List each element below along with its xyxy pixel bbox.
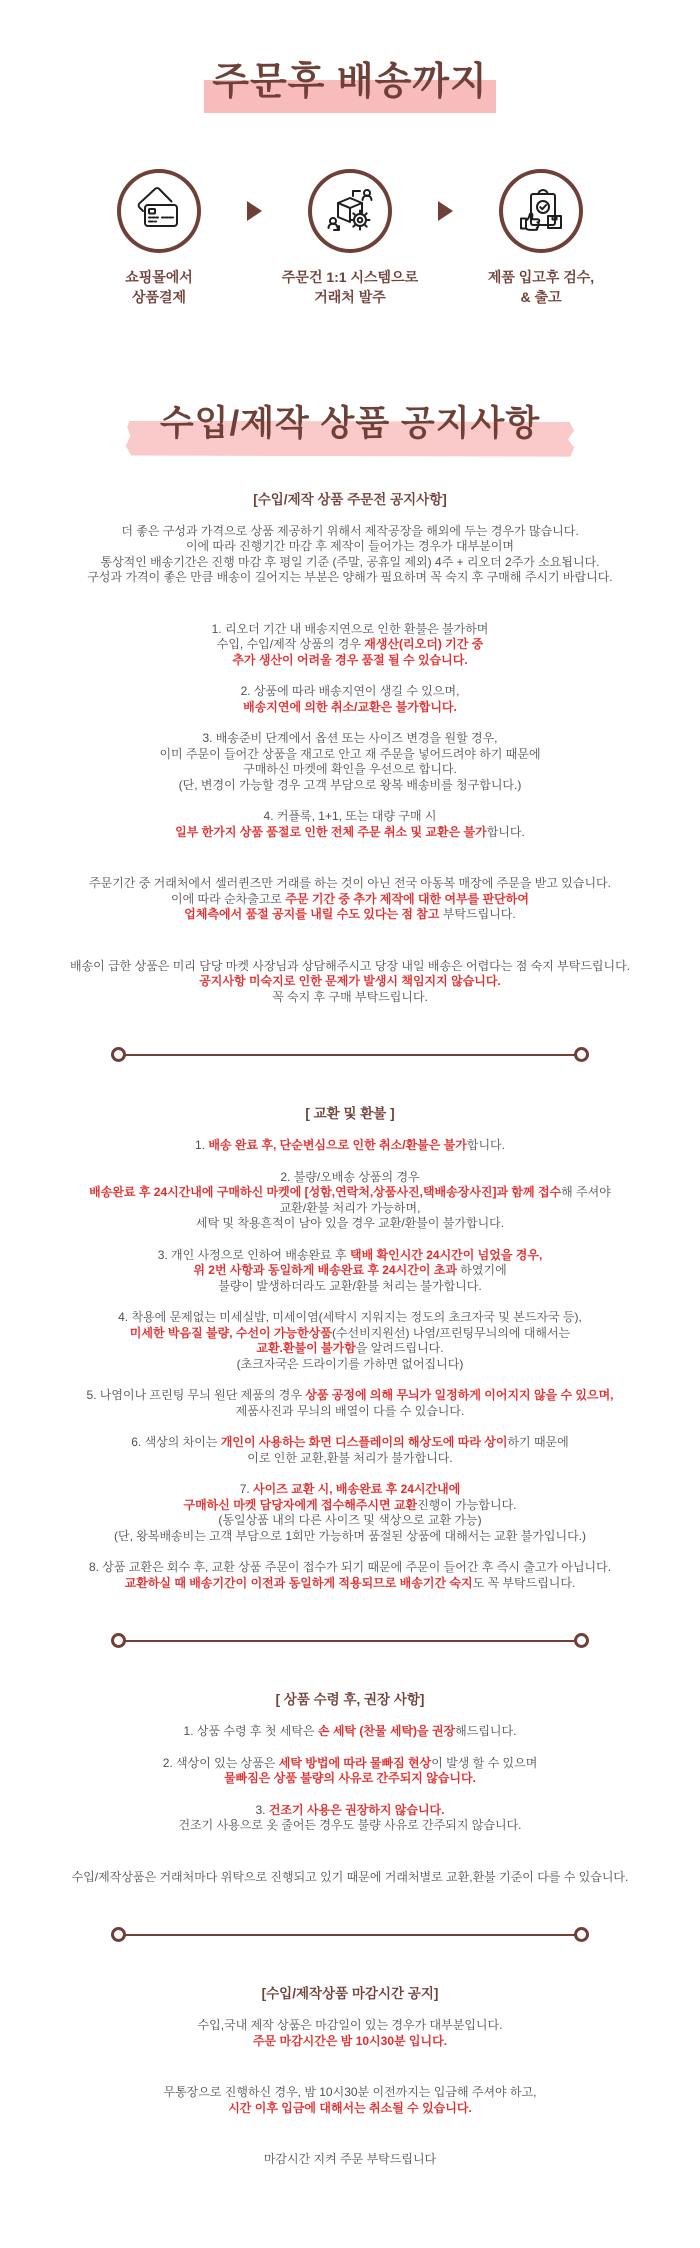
notice-paragraph <box>14 1248 686 1295</box>
step-label-line: 거래처 발주 <box>314 289 386 306</box>
notice-sections <box>0 488 700 2168</box>
step-payment <box>71 169 247 308</box>
section-divider <box>111 1633 589 1648</box>
notice-text: 이 발생 할 수 있으며 <box>431 1755 538 1770</box>
notice-text: 해 주셔야 <box>561 1185 611 1200</box>
notice-line <box>14 2018 686 2034</box>
notice-paragraph <box>14 1435 686 1466</box>
notice-line <box>14 1803 686 1819</box>
section-header: [수입/제작 상품 주문전 공지사항] <box>253 491 447 507</box>
notice-line <box>14 524 686 540</box>
order-system-icon <box>308 169 392 253</box>
notice-line <box>14 1185 686 1201</box>
notice-text: 꼭 숙지 후 구매 부탁드립니다. <box>272 989 428 1004</box>
notice-title-text: 수입/제작 상품 공지사항 <box>160 396 540 446</box>
notice-text-emphasis: 택배 확인시간 24시간이 넘었을 경우, <box>350 1247 543 1262</box>
notice-text: 2. 색상이 있는 상품은 <box>162 1755 279 1770</box>
notice-text-emphasis: 주문 마감시간은 밤 10시30분 입니다. <box>252 2033 448 2048</box>
notice-paragraph <box>14 1310 686 1372</box>
notice-line <box>14 1279 686 1295</box>
notice-text: 구매하신 마켓에 확인을 우선으로 합니다. <box>243 762 457 777</box>
notice-paragraph <box>14 622 686 669</box>
notice-line <box>14 1818 686 1834</box>
step-label <box>125 267 193 308</box>
notice-line <box>14 1529 686 1545</box>
order-process-steps <box>0 169 700 308</box>
notice-line <box>14 1498 686 1514</box>
notice-line <box>14 1388 686 1404</box>
notice-text: 주문기간 중 거래처에서 셀러퀸즈만 거래를 하는 것이 아닌 전국 아동복 매장에 주문을 받고 있습니다. <box>89 876 611 891</box>
notice-line <box>14 2101 686 2117</box>
notice-text: 이로 인한 교환,환불 처리가 불가합니다. <box>247 1450 453 1465</box>
notice-line <box>14 1756 686 1772</box>
notice-text: 수입, 수입/제작 상품의 경우 <box>216 637 365 652</box>
notice-text: 구성과 가격이 좋은 만큼 배송이 길어지는 부분은 양해가 필요하며 꼭 숙지 후 구매해 주시기 바랍니다. <box>87 570 613 585</box>
notice-paragraph <box>14 876 686 923</box>
notice-text-emphasis: 건조기 사용은 권장하지 않습니다. <box>268 1802 445 1817</box>
notice-line <box>14 1248 686 1264</box>
notice-line <box>14 1576 686 1592</box>
section-header: [ 상품 수령 후, 권장 사항] <box>275 1692 425 1708</box>
notice-line <box>14 778 686 794</box>
notice-line <box>14 1870 686 1886</box>
notice-text: 도 꼭 부탁드립니다. <box>472 1575 576 1590</box>
notice-paragraph <box>14 1803 686 1834</box>
step-label-line: & 출고 <box>520 289 562 306</box>
notice-line <box>14 876 686 892</box>
page-title-text: 주문후 배송까지 <box>212 50 488 105</box>
notice-line <box>14 731 686 747</box>
notice-paragraph <box>14 1560 686 1591</box>
notice-text-emphasis: 미세한 박음질 불량, 수선이 가능한상품 <box>129 1325 332 1340</box>
notice-paragraph <box>14 959 686 1006</box>
notice-line <box>14 959 686 975</box>
notice-paragraph <box>14 1482 686 1544</box>
notice-line <box>14 637 686 653</box>
notice-line <box>14 1724 686 1740</box>
notice-text: 2. 상품에 따라 배송지연이 생길 수 있으며, <box>240 684 460 699</box>
section-divider <box>111 1047 589 1062</box>
notice-text: 6. 색상의 차이는 <box>131 1435 221 1450</box>
section-header: [수입/제작상품 마감시간 공지] <box>261 1986 439 2002</box>
notice-text: 이에 따라 진행기간 마감 후 제작이 들어가는 경우가 대부분이며 <box>185 539 515 554</box>
notice-text: 합니다. <box>486 824 525 839</box>
notice-text: 하였기에 <box>456 1263 507 1278</box>
notice-text: 2. 불량/오배송 상품의 경우 <box>280 1169 420 1184</box>
notice-text: 마감시간 지켜 주문 부탁드립니다 <box>263 2152 437 2167</box>
notice-text-emphasis: 손 세탁 (찬물 세탁)을 권장 <box>317 1724 456 1739</box>
notice-text: 1. <box>195 1138 209 1153</box>
notice-text: 3. 배송준비 단계에서 옵션 또는 사이즈 변경을 원할 경우, <box>202 731 498 746</box>
notice-text-emphasis: 배송 완료 후, 단순변심으로 인한 취소/환불은 불가 <box>208 1138 467 1153</box>
notice-text-emphasis: 업체측에서 품절 공지를 내릴 수도 있다는 점 참고 <box>184 907 440 922</box>
notice-text: 3. <box>255 1802 269 1817</box>
notice-text: 세탁 및 착용흔적이 남아 있을 경우 교환/환불이 불가합니다. <box>195 1216 505 1231</box>
notice-line <box>14 700 686 716</box>
notice-line <box>14 2152 686 2168</box>
notice-text-emphasis: 구매하신 마켓 담당자에게 접수해주시면 교환 <box>183 1497 418 1512</box>
notice-text: 수입,국내 제작 상품은 마감일이 있는 경우가 대부분입니다. <box>197 2018 503 2033</box>
notice-text: 이에 따라 순차출고로 <box>171 891 286 906</box>
notice-text: 합니다. <box>466 1138 505 1153</box>
notice-paragraph <box>14 1756 686 1787</box>
notice-line <box>14 1326 686 1342</box>
notice-text-emphasis: 상품 공정에 의해 무늬가 일정하게 이어지지 않을 수 있으며, <box>305 1388 614 1403</box>
section-divider <box>111 1927 589 1942</box>
notice-line <box>14 1201 686 1217</box>
notice-text-emphasis: 시간 이후 입금에 대해서는 취소될 수 있습니다. <box>228 2100 472 2115</box>
notice-paragraph <box>14 2085 686 2116</box>
notice-text: 무통장으로 진행하신 경우, 밤 10시30분 이전까지는 입금해 주셔야 하고, <box>163 2085 537 2100</box>
notice-text: (동일상품 내의 다른 사이즈 및 색상으로 교환 가능) <box>218 1513 482 1528</box>
notice-text: 4. 커플룩, 1+1, 또는 대량 구매 시 <box>263 809 437 824</box>
notice-text: 더 좋은 구성과 가격으로 상품 제공하기 위해서 제작공장을 해외에 두는 경우가 많습니다. <box>121 523 579 538</box>
notice-text-emphasis: 물빠짐은 상품 불량의 사유로 간주되지 않습니다. <box>224 1771 476 1786</box>
step-inspection <box>453 169 629 308</box>
notice-text: (단, 변경이 가능할 경우 고객 부담으로 왕복 배송비를 청구합니다.) <box>178 777 522 792</box>
notice-text-emphasis: 일부 한가지 상품 품절로 인한 전체 주문 취소 및 교환은 불가 <box>175 824 487 839</box>
notice-text: (단, 왕복배송비는 고객 부담으로 1회만 가능하며 품절된 상품에 대해서는 교환 불가입니다.) <box>114 1528 586 1543</box>
notice-text: 제품사진과 무늬의 배열이 다를 수 있습니다. <box>235 1403 465 1418</box>
notice-paragraph <box>14 1870 686 1886</box>
notice-text: 7. <box>239 1482 254 1497</box>
notice-text: 교환/환불 처리가 가능하며, <box>279 1200 421 1215</box>
notice-line <box>14 539 686 555</box>
notice-line <box>14 555 686 571</box>
notice-text-emphasis: 위 2번 사항과 동일하게 배송완료 후 24시간이 초과 <box>193 1263 457 1278</box>
notice-text: 해드립니다. <box>455 1724 517 1739</box>
notice-paragraph <box>14 2152 686 2168</box>
divider-ring-right <box>574 1927 589 1942</box>
divider-rule <box>125 1934 575 1936</box>
notice-paragraph <box>14 2018 686 2049</box>
notice-line <box>14 892 686 908</box>
notice-line <box>14 570 686 586</box>
notice-paragraph <box>14 1138 686 1154</box>
notice-line <box>14 990 686 1006</box>
notice-text: 수입/제작상품은 거래처마다 위탁으로 진행되고 있기 때문에 거래처별로 교환,환불 기준이 다를 수 있습니다. <box>71 1869 629 1884</box>
step-order-system <box>262 169 438 308</box>
section-header: [ 교환 및 환불 ] <box>305 1106 395 1122</box>
notice-line <box>14 974 686 990</box>
notice-line <box>14 825 686 841</box>
step-label <box>488 267 594 308</box>
notice-text: 3. 개인 사정으로 인하여 배송완료 후 <box>157 1247 350 1262</box>
notice-line <box>14 1357 686 1373</box>
notice-line <box>14 684 686 700</box>
arrow-right-icon <box>247 201 262 221</box>
notice-text-emphasis: 배송완료 후 24시간내에 구매하신 마켓에 [성함,연락처,상품사진,택배송장사진]과 함께 접수 <box>89 1185 562 1200</box>
notice-text: 5. 나염이나 프린팅 무늬 원단 제품의 경우 <box>86 1388 306 1403</box>
notice-title <box>0 308 700 446</box>
notice-line <box>14 1341 686 1357</box>
notice-text-emphasis: 개인이 사용하는 화면 디스플레이의 해상도에 따라 상이 <box>220 1435 508 1450</box>
notice-section-pre-order <box>14 488 686 1006</box>
notice-line <box>14 1404 686 1420</box>
notice-line <box>14 1482 686 1498</box>
notice-text-emphasis: 교환하실 때 배송기간이 이전과 동일하게 적용되므로 배송기간 숙지 <box>124 1575 473 1590</box>
notice-line <box>14 1216 686 1232</box>
step-label <box>282 267 418 308</box>
notice-paragraph <box>14 524 686 586</box>
step-label-line: 주문건 1:1 시스템으로 <box>281 269 419 285</box>
notice-paragraph <box>14 684 686 715</box>
notice-line <box>14 1310 686 1326</box>
notice-text: 하기 때문에 <box>507 1435 569 1450</box>
step-label-line: 쇼핑몰에서 <box>125 269 193 285</box>
notice-line <box>14 1513 686 1529</box>
notice-text-emphasis: 세탁 방법에 따라 물빠짐 현상 <box>278 1755 432 1770</box>
notice-text: 8. 상품 교환은 회수 후, 교환 상품 주문이 접수가 되기 때문에 주문이 들어간 후 즉시 출고가 아닙니다. <box>88 1560 612 1575</box>
notice-line <box>14 809 686 825</box>
notice-text: 이미 주문이 들어간 상품을 재고로 안고 재 주문을 넣어드려야 하기 때문에 <box>159 746 541 761</box>
divider-ring-right <box>574 1047 589 1062</box>
notice-text: 불량이 발생하더라도 교환/환불 처리는 불가합니다. <box>218 1278 482 1293</box>
notice-text-emphasis: 교환.환불이 불가함 <box>256 1341 356 1356</box>
notice-text: 4. 착용에 문제없는 미세실밥, 미세이염(세탁시 지워지는 정도의 초크자국 및 본드자국 등), <box>118 1310 582 1325</box>
notice-paragraph <box>14 1170 686 1232</box>
notice-text: 부탁드립니다. <box>439 907 516 922</box>
arrow-right-icon <box>438 201 453 221</box>
notice-line <box>14 622 686 638</box>
notice-paragraph <box>14 731 686 793</box>
bottom-spacer <box>0 2168 700 2248</box>
notice-section-after-receipt <box>14 1688 686 1885</box>
notice-text: (수선비지원선) 나염/프린팅무늬의에 대해서는 <box>331 1325 571 1340</box>
notice-text-emphasis: 재생산(리오더) 기간 중 <box>364 637 484 652</box>
notice-line <box>14 2085 686 2101</box>
notice-line <box>14 2034 686 2050</box>
notice-section-exchange-refund <box>14 1102 686 1591</box>
notice-text-emphasis: 배송지연에 의한 취소/교환은 불가합니다. <box>243 699 457 714</box>
notice-line <box>14 907 686 923</box>
notice-line <box>14 747 686 763</box>
notice-line <box>14 762 686 778</box>
notice-line <box>14 1451 686 1467</box>
notice-section-deadline <box>14 1982 686 2168</box>
notice-text: 배송이 급한 상품은 미리 담당 마켓 사장님과 상담해주시고 당장 내일 배송은 어렵다는 점 숙지 부탁드립니다. <box>69 958 631 973</box>
notice-text: 진행이 가능합니다. <box>417 1497 517 1512</box>
step-label-line: 제품 입고후 검수, <box>487 269 595 285</box>
notice-paragraph <box>14 1388 686 1419</box>
divider-ring-right <box>574 1633 589 1648</box>
notice-text-emphasis: 주문 기간 중 추가 제작에 대한 여부를 판단하여 <box>285 891 529 906</box>
divider-ring-left <box>111 1633 126 1648</box>
notice-text: 1. 리오더 기간 내 배송지연으로 인한 환불은 불가하며 <box>211 621 489 636</box>
notice-line <box>14 1170 686 1186</box>
notice-line <box>14 1263 686 1279</box>
notice-text: 을 알려드립니다. <box>355 1341 444 1356</box>
notice-line <box>14 1435 686 1451</box>
notice-text: 건조기 사용으로 옷 줄어든 경우도 불량 사유로 간주되지 않습니다. <box>178 1818 522 1833</box>
notice-line <box>14 1560 686 1576</box>
divider-ring-left <box>111 1047 126 1062</box>
page-title <box>0 0 700 105</box>
notice-line <box>14 1771 686 1787</box>
credit-card-icon <box>117 169 201 253</box>
notice-text-emphasis: 추가 생산이 어려울 경우 품절 될 수 있습니다. <box>232 652 468 667</box>
notice-text: 통상적인 배송기간은 진행 마감 후 평일 기준 (주말, 공휴일 제외) 4주 + 리오더 2주가 소요됩니다. <box>100 554 600 569</box>
inspection-shipping-icon <box>499 169 583 253</box>
divider-ring-left <box>111 1927 126 1942</box>
notice-text-emphasis: 사이즈 교환 시, 배송완료 후 24시간내에 <box>253 1482 461 1497</box>
divider-rule <box>125 1054 575 1056</box>
notice-line <box>14 1138 686 1154</box>
step-label-line: 상품결제 <box>131 289 187 306</box>
divider-rule <box>125 1640 575 1642</box>
notice-paragraph <box>14 809 686 840</box>
notice-text: 1. 상품 수령 후 첫 세탁은 <box>183 1724 318 1739</box>
notice-text: (초크자국은 드라이기를 가하면 없어집니다) <box>236 1356 464 1371</box>
notice-paragraph <box>14 1724 686 1740</box>
notice-line <box>14 653 686 669</box>
notice-text-emphasis: 공지사항 미숙지로 인한 문제가 발생시 책임지지 않습니다. <box>199 974 501 989</box>
